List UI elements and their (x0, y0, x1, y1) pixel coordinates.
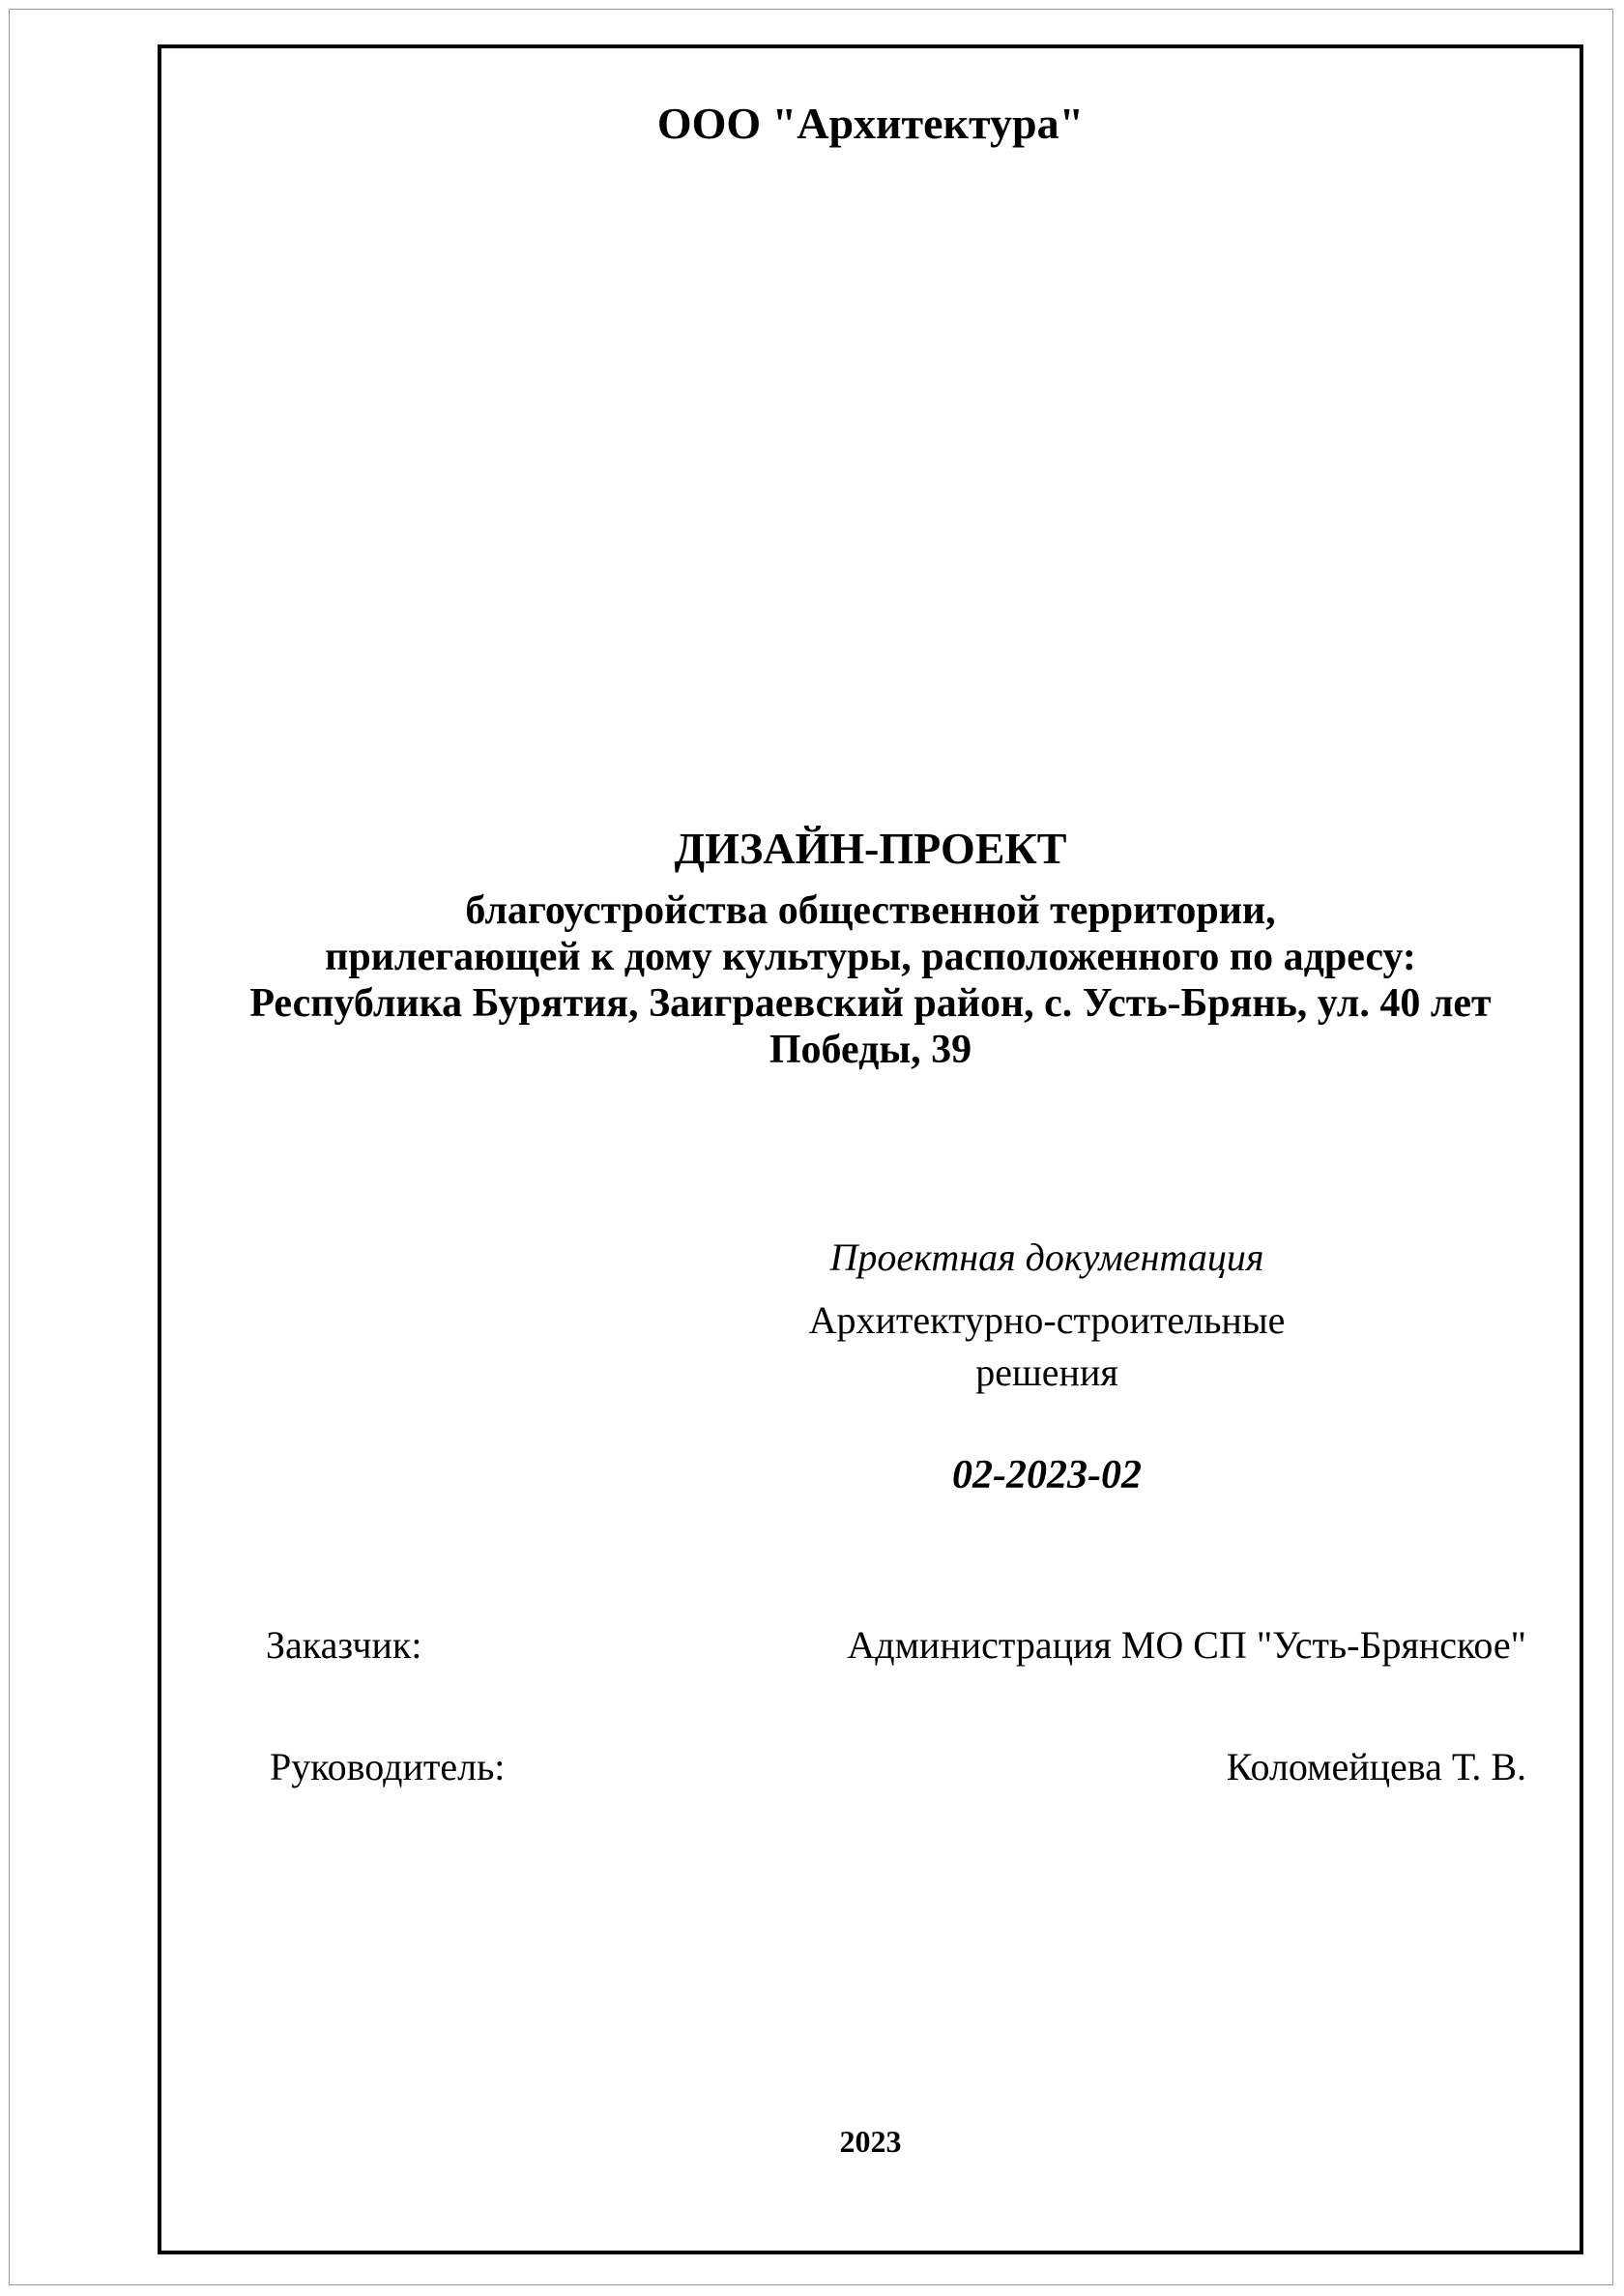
section-line: Архитектурно-строительные (808, 1298, 1286, 1342)
subtitle-line: благоустройства общественной территории, (465, 888, 1276, 933)
document-subtitle (161, 887, 1580, 1073)
subtitle-line: прилегающей к дому культуры, расположенного по адресу: (325, 935, 1416, 979)
subtitle-line: Победы, 39 (768, 1028, 972, 1072)
documentation-type: Проектная документация (829, 1235, 1264, 1279)
head-value: Коломейцева Т. В. (1226, 1745, 1526, 1788)
section-line: решения (975, 1351, 1118, 1394)
document-frame (158, 44, 1583, 2254)
company-name: ООО "Архитектура" (656, 99, 1085, 148)
document-title: ДИЗАЙН-ПРОЕКТ (674, 824, 1067, 873)
documentation-section (564, 1294, 1530, 1399)
subtitle-line: Республика Бурятия, Заиграевский район, с. Усть-Брянь, ул. 40 лет (249, 981, 1492, 1026)
head-label: Руководитель: (270, 1745, 506, 1788)
customer-label: Заказчик: (266, 1623, 422, 1667)
document-code: 02-2023-02 (952, 1453, 1142, 1497)
document-year: 2023 (839, 2124, 902, 2159)
customer-value: Администрация МО СП "Усть-Брянское" (847, 1623, 1526, 1667)
